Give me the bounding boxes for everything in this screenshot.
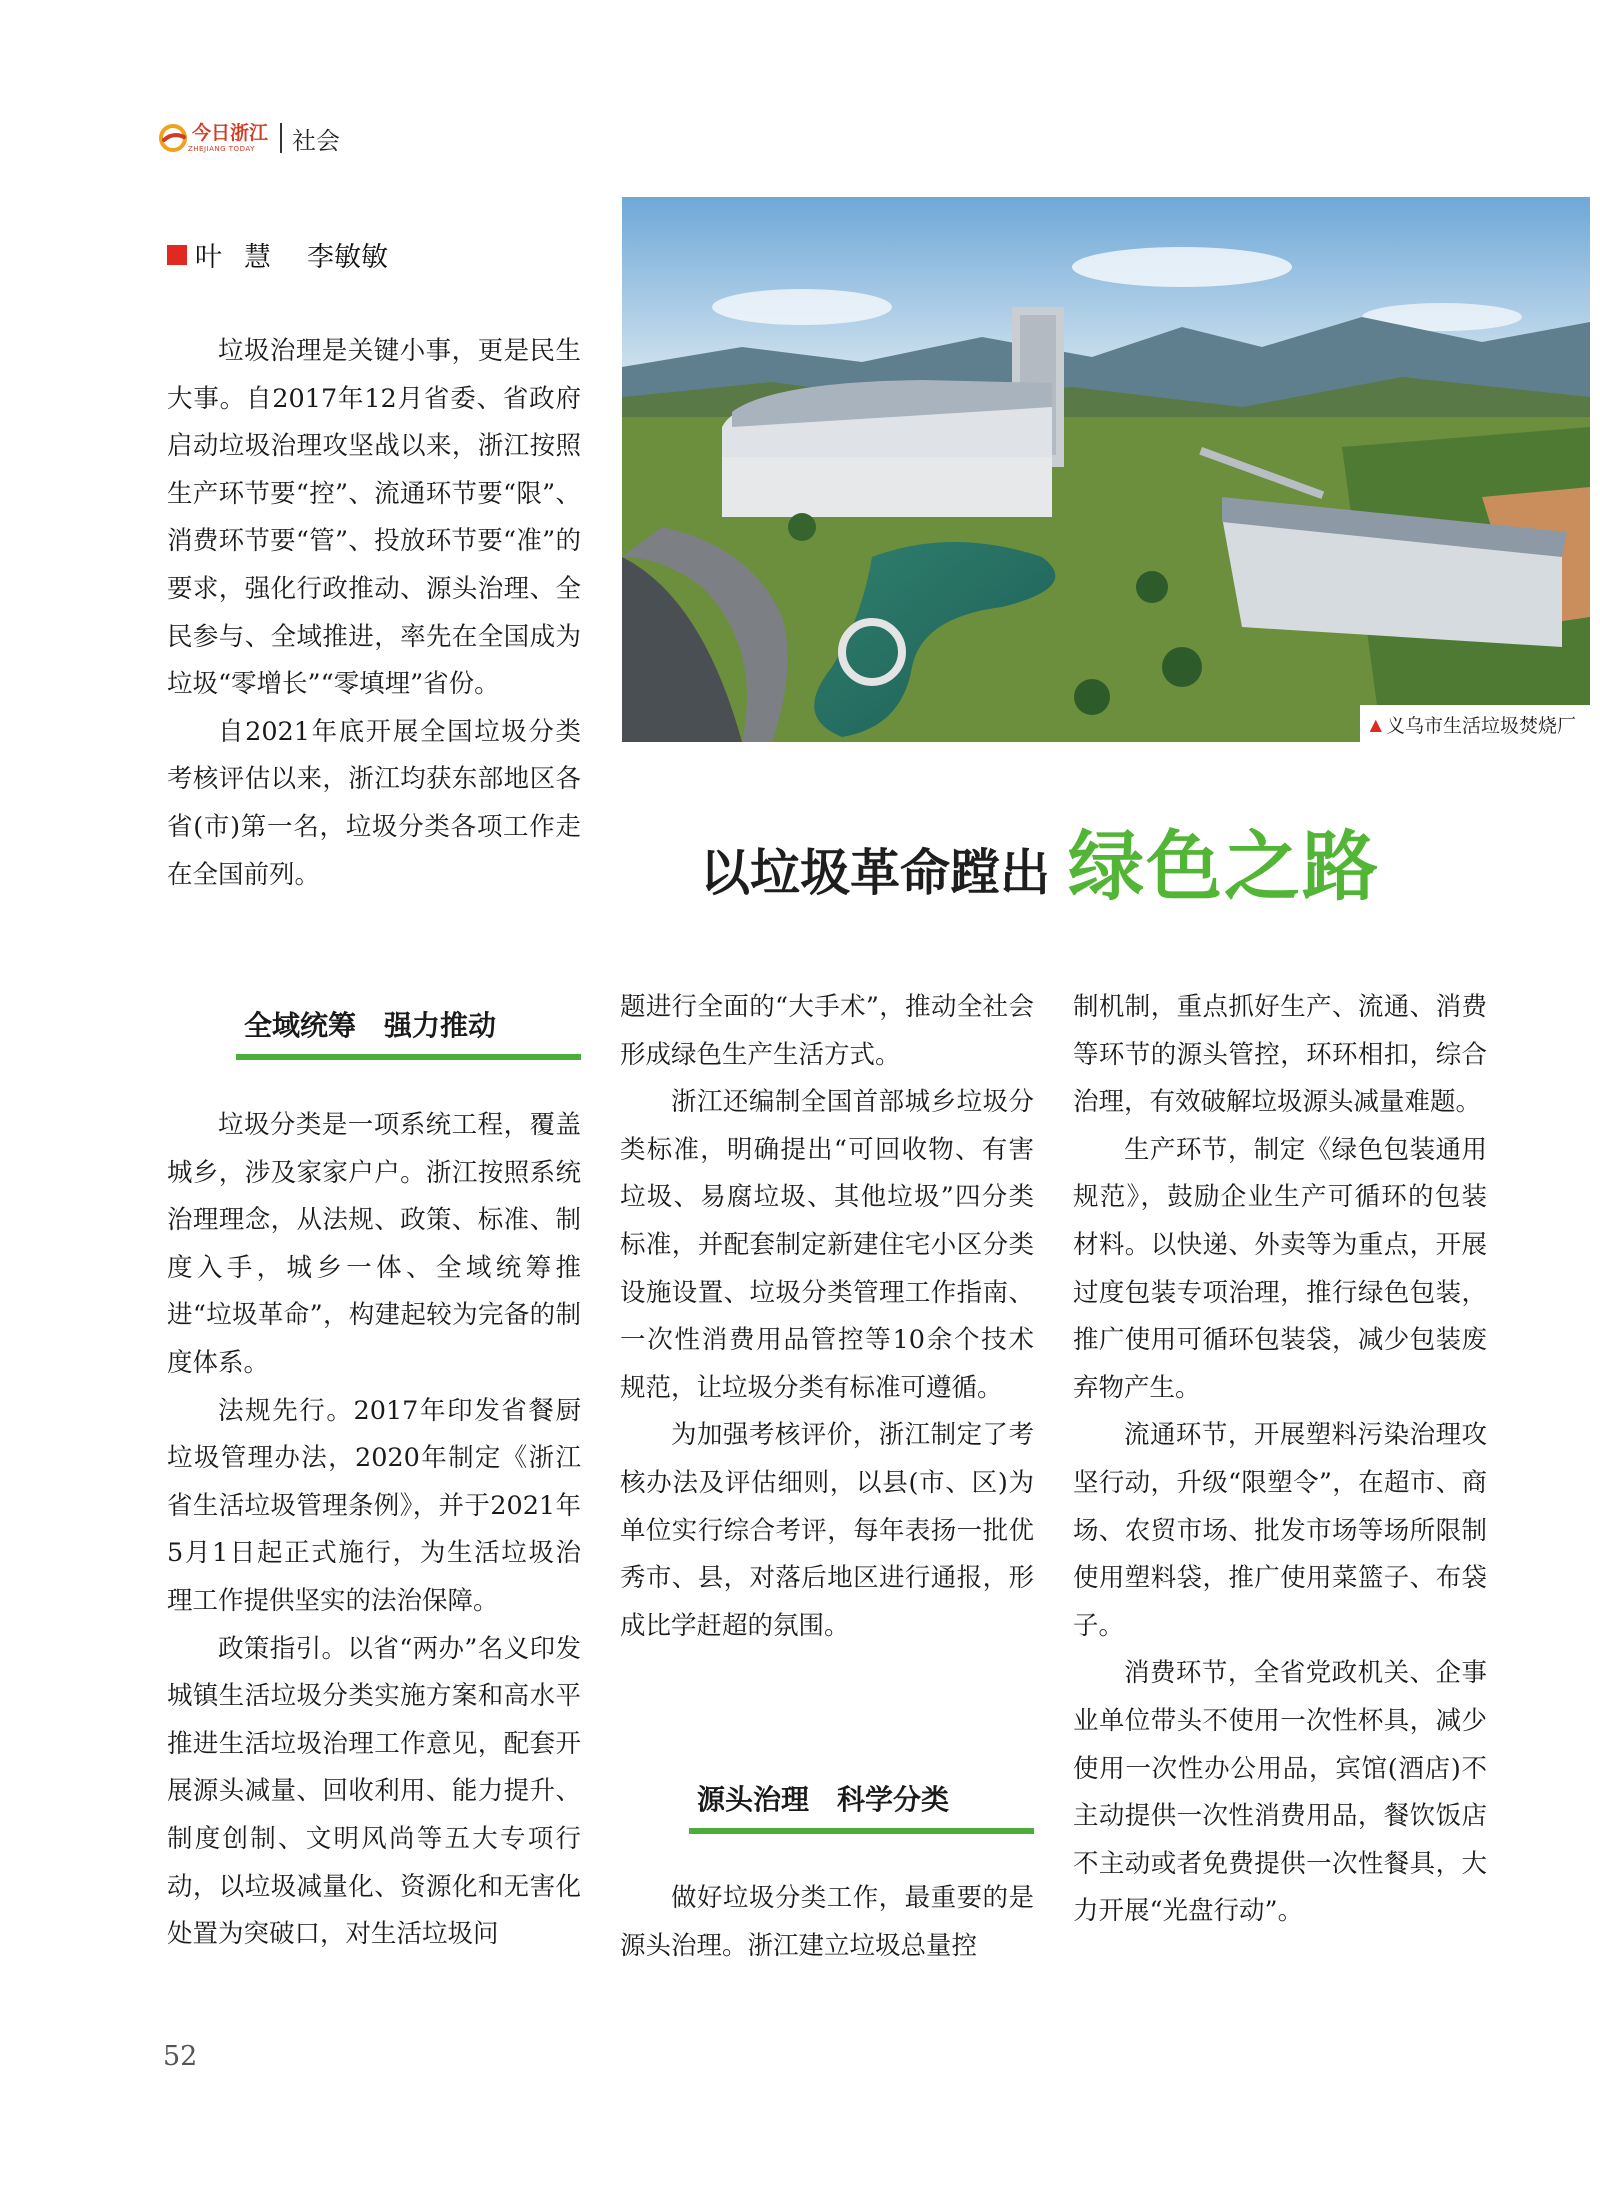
- triangle-icon: ▲: [1369, 715, 1382, 734]
- headline-part-2: 绿色之路: [1068, 822, 1380, 911]
- paragraph: 生产环节，制定《绿色包装通用规范》，鼓励企业生产可循环的包装材料。以快递、外卖等为重点，开展过度包装专项治理，推行绿色包装，推广使用可循环包装袋，减少包装废弃物产生。: [1073, 1134, 1487, 1403]
- article-headline: [700, 815, 1380, 915]
- paragraph: 消费环节，全省党政机关、企事业单位带头不使用一次性杯具，减少使用一次性办公用品，宾馆(酒店)不主动提供一次性消费用品，餐饮饭店不主动或者免费提供一次性餐具，大力开展“光盘行动”。: [1073, 1658, 1487, 1927]
- subheading-text: 全域统筹 强力推动: [244, 1009, 497, 1042]
- paragraph: 法规先行。2017年印发省餐厨垃圾管理办法，2020年制定《浙江省生活垃圾管理条例》，并于2021年5月1日起正式施行，为生活垃圾治理工作提供坚实的法治保障。: [167, 1395, 581, 1616]
- zhejiang-today-logo-icon: [158, 123, 188, 153]
- author-1: 叶慧: [195, 242, 293, 273]
- aerial-photo-illustration: [622, 197, 1590, 742]
- paragraph: 流通环节，开展塑料污染治理攻坚行动，升级“限塑令”，在超市、商场、农贸市场、批发市场等场所限制使用塑料袋，推广使用菜篮子、布袋子。: [1073, 1420, 1487, 1641]
- column-2-body: [620, 984, 1034, 1650]
- column-1-intro: [167, 328, 581, 899]
- paragraph: 为加强考核评价，浙江制定了考核办法及评估细则，以县(市、区)为单位实行综合考评，每年表扬一批优秀市、县，对落后地区进行通报，形成比学赶超的氛围。: [620, 1420, 1034, 1641]
- paragraph: 垃圾治理是关键小事，更是民生大事。自2017年12月省委、省政府启动垃圾治理攻坚战以来，浙江按照生产环节要“控”、流通环节要“限”、消费环节要“管”、投放环节要“准”的要求，强化行政推动、源头治理、全民参与、全域推进，率先在全国成为垃圾“零增长”“零填埋”省份。: [167, 336, 581, 700]
- column-1-body: [167, 1102, 581, 1959]
- headline-part-1: 以垃圾革命蹚出: [700, 844, 1050, 902]
- paragraph: 浙江还编制全国首部城乡垃圾分类标准，明确提出“可回收物、有害垃圾、易腐垃圾、其他垃圾”四分类标准，并配套制定新建住宅小区分类设施设置、垃圾分类管理工作指南、一次性消费用品管控等10余个技术规范，让垃圾分类有标准可遵循。: [620, 1087, 1034, 1403]
- column-2-tail: [620, 1875, 1034, 1970]
- column-3-body: [1073, 984, 1487, 1936]
- green-rule: [689, 1828, 1034, 1834]
- section-label: 社会: [292, 126, 341, 155]
- incineration-plant-photo: [622, 197, 1590, 742]
- subheading-text: 源头治理 科学分类: [697, 1783, 950, 1816]
- paragraph: 政策指引。以省“两办”名义印发城镇生活垃圾分类实施方案和高水平推进生活垃圾治理工作意见，配套开展源头减量、回收利用、能力提升、制度创制、文明风尚等五大专项行动，以垃圾减量化、资源化和无害化处置为突破口，对生活垃圾问: [167, 1633, 581, 1950]
- author-2: 李敏敏: [307, 242, 388, 273]
- logo-subtext: ZHEJIANG TODAY: [188, 144, 255, 153]
- paragraph: 做好垃圾分类工作，最重要的是源头治理。浙江建立垃圾总量控: [620, 1883, 1034, 1961]
- subheading-1: [236, 1004, 581, 1060]
- caption-text: 义乌市生活垃圾焚烧厂: [1385, 715, 1576, 737]
- byline: [167, 235, 388, 274]
- photo-caption: [1360, 705, 1590, 742]
- logo-wordmark: [188, 121, 269, 153]
- masthead: [158, 118, 340, 158]
- paragraph: 制机制，重点抓好生产、流通、消费等环节的源头管控，环环相扣，综合治理，有效破解垃圾源头减量难题。: [1073, 992, 1487, 1118]
- page-number: 52: [163, 2041, 198, 2072]
- paragraph: 垃圾分类是一项系统工程，覆盖城乡，涉及家家户户。浙江按照系统治理理念，从法规、政策、标准、制度入手，城乡一体、全域统筹推进“垃圾革命”，构建起较为完备的制度体系。: [167, 1110, 581, 1378]
- green-rule: [236, 1054, 581, 1060]
- logo-text: 今日浙江: [192, 121, 269, 144]
- red-square-icon: [167, 245, 187, 265]
- header-divider: [280, 123, 282, 153]
- paragraph: 自2021年底开展全国垃圾分类考核评估以来，浙江均获东部地区各省(市)第一名，垃圾分类各项工作走在全国前列。: [167, 716, 581, 890]
- paragraph: 题进行全面的“大手术”，推动全社会形成绿色生产生活方式。: [620, 992, 1034, 1070]
- subheading-2: [689, 1778, 1034, 1834]
